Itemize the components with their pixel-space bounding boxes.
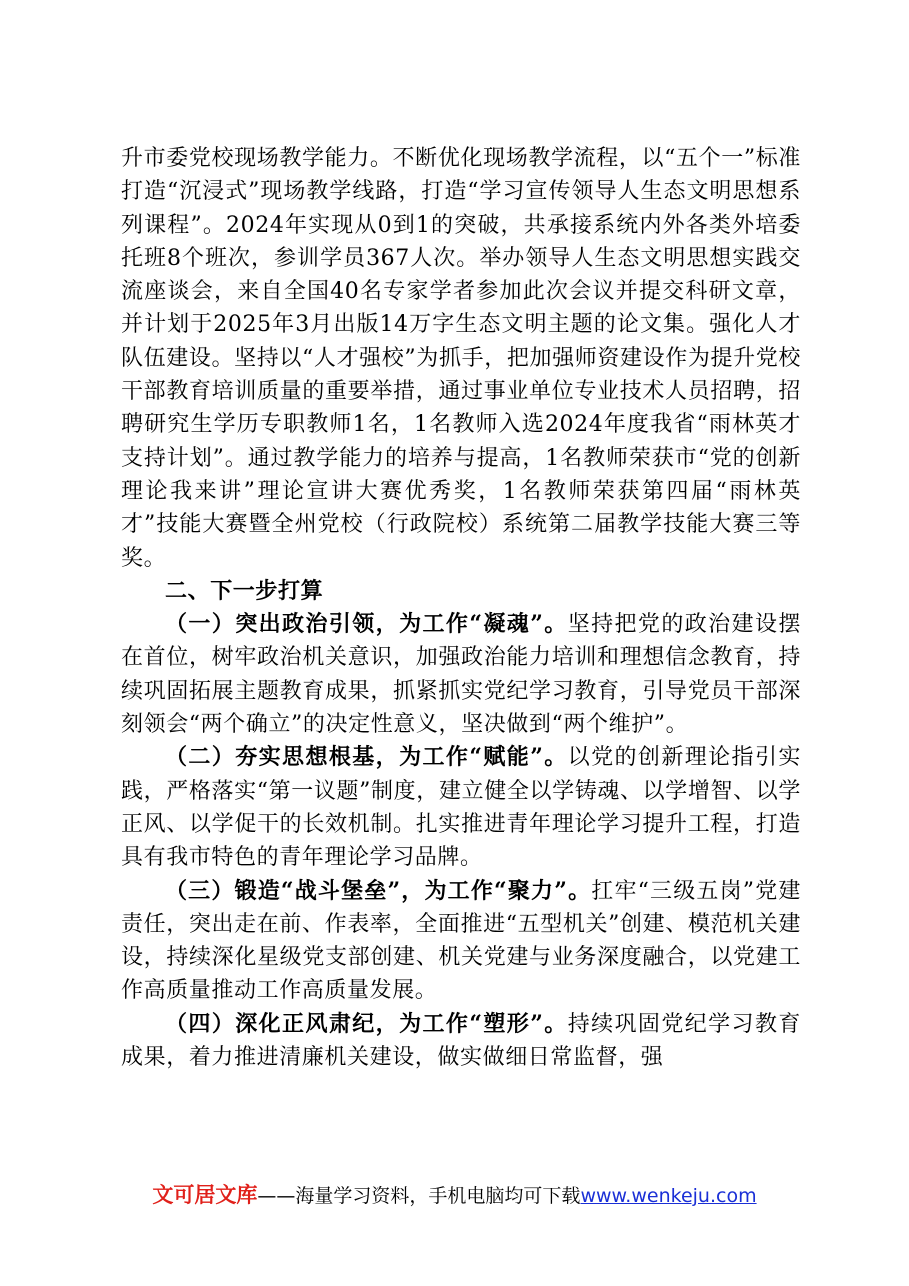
- plan-item-2: [121, 741, 801, 874]
- plan-item-4: [121, 1008, 801, 1075]
- plan-item-1: [121, 608, 801, 741]
- footer-tagline: 海量学习资料，手机电脑均可下载: [295, 1185, 581, 1207]
- section-heading: 二、下一步打算: [165, 578, 324, 604]
- plan-item-2-lead: （二）夯实思想根基，为工作“赋能”。: [165, 744, 568, 771]
- footer-website-link[interactable]: www.wenkeju.com: [580, 1185, 757, 1207]
- plan-item-1-lead: （一）突出政治引领，为工作“凝魂”。: [165, 611, 568, 638]
- footer-banner: [0, 1181, 909, 1210]
- plan-item-4-lead: （四）深化正风肃纪，为工作“塑形”。: [165, 1010, 568, 1037]
- footer-brand: 文可居文库: [152, 1183, 258, 1207]
- plan-item-3-text: 扛牢“三级五岗”党建责任，突出走在前、作表率，全面推进“五型机关”创建、模范机关建设，持续深化星级党支部创建、机关党建与业务深度融合，以党建工作高质量推动工作高质量发展。: [121, 878, 801, 1004]
- plan-item-3: [121, 875, 801, 1008]
- document-body: [121, 142, 801, 1074]
- body-paragraph: 升市委党校现场教学能力。不断优化现场教学流程，以“五个一”标准打造“沉浸式”现场教学线路，打造“学习宣传领导人生态文明思想系列课程”。2024年实现从0到1的突破，共承接系统内外各类外培委托班8个班次，参训学员367人次。举办领导人生态文明思想实践交流座谈会，来自全国40名专家学者参加此次会议并提交科研文章，并计划于2025年3月出版14万字生态文明主题的论文集。强化人才队伍建设。坚持以“人才强校”为抓手，把加强师资建设作为提升党校干部教育培训质量的重要举措，通过事业单位专业技术人员招聘，招聘研究生学历专职教师1名，1名教师入选2024年度我省“雨林英才支持计划”。通过教学能力的培养与提高，1名教师荣获市“党的创新理论我来讲”理论宣讲大赛优秀奖，1名教师荣获第四届“雨林英才”技能大赛暨全州党校（行政院校）系统第二届教学技能大赛三等奖。: [121, 146, 801, 571]
- plan-item-1-text: 坚持把党的政治建设摆在首位，树牢政治机关意识，加强政治能力培训和理想信念教育，持续巩固拓展主题教育成果，抓紧抓实党纪学习教育，引导党员干部深刻领会“两个确立”的决定性意义，坚决做到“两个维护”。: [121, 612, 801, 738]
- plan-item-4-text: 持续巩固党纪学习教育成果，着力推进清廉机关建设，做实做细日常监督，强: [121, 1011, 801, 1071]
- plan-item-3-lead: （三）锻造“战斗堡垒”，为工作“聚力”。: [165, 877, 592, 904]
- plan-item-2-text: 以党的创新理论指引实践，严格落实“第一议题”制度，建立健全以学铸魂、以学增智、以学正风、以学促干的长效机制。扎实推进青年理论学习提升工程，打造具有我市特色的青年理论学习品牌。: [121, 745, 801, 871]
- footer-dash: ——: [257, 1185, 296, 1207]
